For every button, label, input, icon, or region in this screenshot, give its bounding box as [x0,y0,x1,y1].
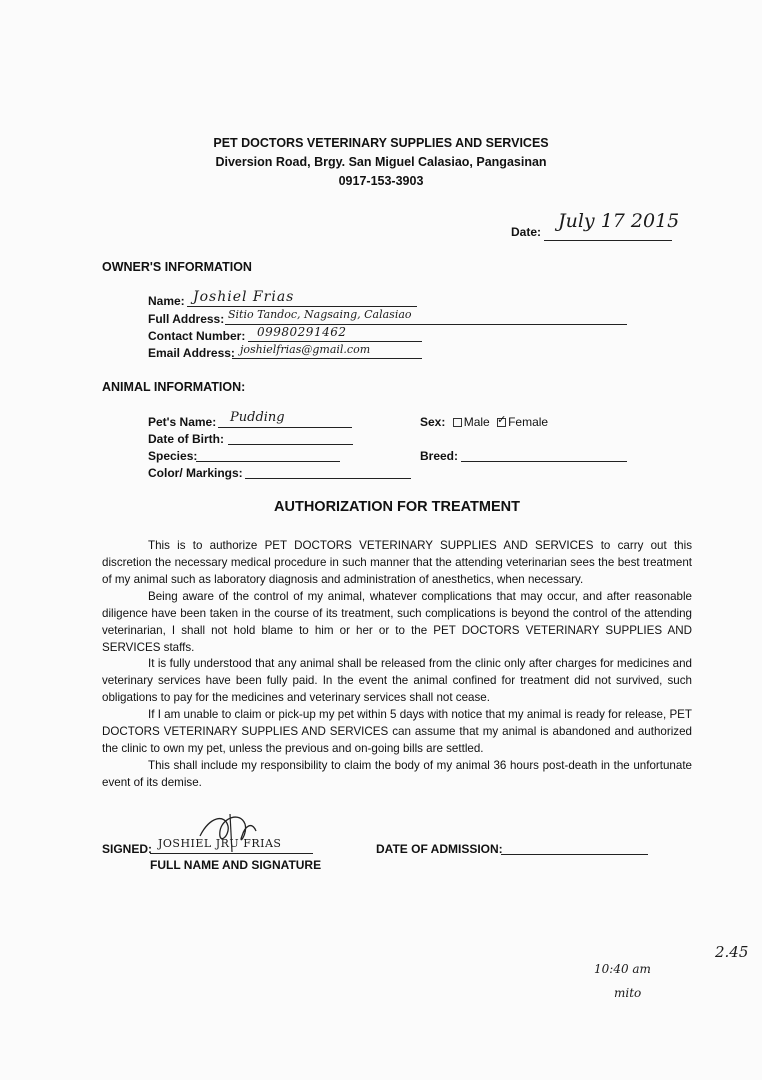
sex-female-checkbox[interactable] [497,418,506,427]
date-label: Date: [511,225,542,239]
pet-name-label: Pet's Name: [148,415,217,429]
dob-label: Date of Birth: [148,432,224,446]
owner-name-line [187,306,417,307]
pet-name-value: Pudding [230,410,285,425]
dob-line [228,444,353,445]
admission-date-label: DATE OF ADMISSION: [376,842,503,856]
owner-contact-value: 09980291462 [257,325,347,339]
color-markings-label: Color/ Markings: [148,466,243,480]
authorization-paragraph-4: If I am unable to claim or pick-up my pet within 5 days with notice that my animal is ready for release, PET DOCTORS VETERINARY SUPPLIES AND SERVICES can assume that my animal is abandoned and authorized the clinic to own my pet, unless the previous and on-going bills are settled. [102,708,692,755]
business-phone: 0917-153-3903 [338,174,424,188]
note-initials: mito [614,986,642,1000]
note-number: 2.45 [715,943,749,961]
signature-caption: FULL NAME AND SIGNATURE [150,858,322,872]
breed-line [461,461,627,462]
authorization-paragraph-2: Being aware of the control of my animal, whatever complications that may occur, and after reasonable diligence have been taken in the course of its treatment, such complications is beyond the control of the attending veterinarian, I shall not hold blame to him or her or to the PET DOCTORS VETERINARY SUPPLIES AND SERVICES staffs. [102,590,692,654]
signed-name-value: JOSHIEL JRU FRIAS [158,837,282,850]
handwritten-signature [190,806,270,856]
species-line [196,461,340,462]
owner-address-value: Sitio Tandoc, Nagsaing, Calasiao [228,308,412,321]
sex-male-checkbox[interactable] [453,418,462,427]
owner-name-value: Joshiel Frias [193,289,295,305]
breed-label: Breed: [420,449,459,463]
owner-email-label: Email Address: [148,346,235,360]
owner-address-label: Full Address: [148,312,225,326]
business-address: Diversion Road, Brgy. San Miguel Calasiao, Pangasinan [215,155,547,169]
authorization-paragraph-3: It is fully understood that any animal shall be released from the clinic only after charges for medicines and veterinary services have been fully paid. In the event the animal confined for treatment did not survived, such obligations to pay for the medicines and veterinary services shall not cease. [102,657,692,704]
authorization-title: AUTHORIZATION FOR TREATMENT [274,499,520,515]
authorization-paragraph-1: This is to authorize PET DOCTORS VETERINARY SUPPLIES AND SERVICES to carry out this discretion the necessary medical procedure in such manner that the attending veterinarian sees the best treatment of my animal such as laboratory diagnosis and administration of anesthetics, when necessary. [102,539,692,586]
note-time: 10:40 am [594,962,651,976]
sex-male-label: Male [463,415,490,429]
pet-name-line [218,427,352,428]
date-line [544,240,672,241]
business-name: PET DOCTORS VETERINARY SUPPLIES AND SERVICES [213,136,549,150]
date-value: July 17 2015 [558,210,680,232]
owner-email-line [232,358,422,359]
signed-label: SIGNED: [102,842,153,856]
owner-name-label: Name: [148,294,185,308]
animal-section-title: ANIMAL INFORMATION: [102,380,246,394]
sex-label: Sex: [420,415,446,429]
sex-female-label: Female [508,415,549,429]
owner-section-title: OWNER'S INFORMATION [102,260,252,274]
sex-field [420,415,548,429]
owner-contact-line [248,341,422,342]
owner-email-value: joshielfrias@gmail.com [240,343,371,356]
admission-date-line [501,854,648,855]
color-markings-line [245,478,411,479]
authorization-paragraph-5: This shall include my responsibility to claim the body of my animal 36 hours post-death in the unfortunate event of its demise. [102,759,692,789]
species-label: Species: [148,449,198,463]
owner-contact-label: Contact Number: [148,329,246,343]
